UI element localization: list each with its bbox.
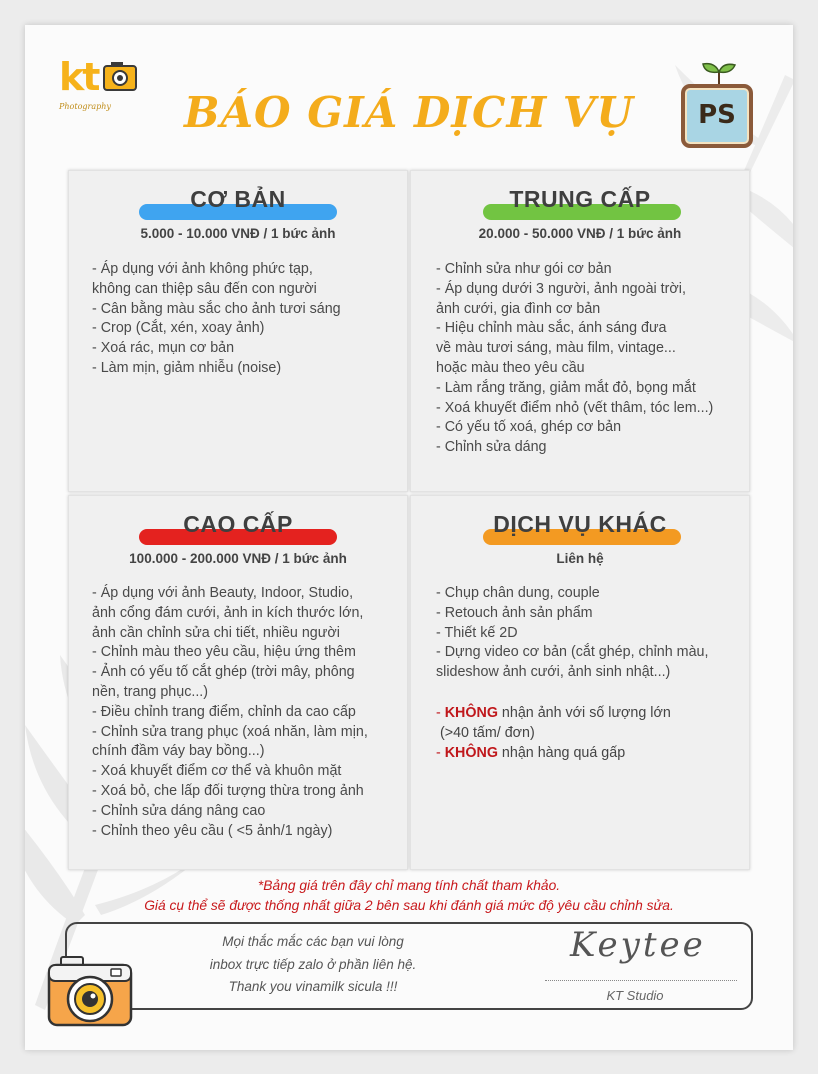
ps-text: PS: [698, 100, 736, 130]
list-item: về màu tươi sáng, màu film, vintage...: [436, 340, 676, 357]
list-item: - Xoá rác, mụn cơ bản: [92, 340, 235, 357]
list-item: - Chỉnh màu theo yêu cầu, hiệu ứng thêm: [92, 644, 356, 661]
list-item: - Cân bằng màu sắc cho ảnh tươi sáng: [92, 300, 341, 317]
list-item: - Áp dụng với ảnh không phức tạp,: [92, 261, 313, 277]
warning-dash: -: [436, 745, 445, 761]
package-other-name: DỊCH VỤ KHÁC: [493, 511, 667, 537]
list-item: - Xoá khuyết điểm cơ thể và khuôn mặt: [92, 763, 342, 780]
list-item: slideshow ảnh cưới, ảnh sinh nhật...): [436, 664, 671, 681]
list-item: ảnh cổng đám cưới, ảnh in kích thước lớn,: [92, 604, 364, 621]
package-intermediate-name: TRUNG CẤP: [509, 186, 651, 212]
ps-badge: [677, 60, 765, 160]
list-item: - Chỉnh sửa trang phục (xoá nhăn, làm mịn,: [92, 723, 368, 740]
warning-bulk: [436, 703, 671, 743]
list-item: - Chỉnh sửa dáng: [436, 439, 547, 456]
list-item: - Dựng video cơ bản (cắt ghép, chỉnh màu,: [436, 644, 709, 661]
package-intermediate-price: 20.000 - 50.000 VNĐ / 1 bức ảnh: [478, 226, 682, 241]
page-title: BÁO GIÁ DỊCH VỤ: [183, 88, 635, 137]
list-item: chính đầm váy bay bồng...): [92, 743, 265, 760]
warning-urgent: [436, 743, 625, 763]
warning-text: nhận hàng quá gấp: [497, 745, 626, 761]
list-item: - Hiệu chỉnh màu sắc, ánh sáng đưa: [436, 320, 667, 337]
list-item: - Chỉnh sửa dáng nâng cao: [92, 802, 266, 819]
list-item: - Áp dụng với ảnh Beauty, Indoor, Studio,: [92, 585, 354, 601]
disclaimer-line-1: *Bảng giá trên đây chỉ mang tính chất tham khảo.: [257, 878, 561, 893]
package-other-list: [436, 584, 708, 683]
list-item: - Làm rắng trăng, giảm mắt đỏ, bọng mắt: [436, 379, 696, 396]
warning-keyword: KHÔNG: [444, 745, 498, 761]
warning-dash: -: [436, 705, 445, 721]
list-item: - Áp dụng dưới 3 người, ảnh ngoài trời,: [436, 280, 686, 297]
list-item: - Làm mịn, giảm nhiễu (noise): [92, 359, 282, 376]
package-advanced-price: 100.000 - 200.000 VNĐ / 1 bức ảnh: [129, 551, 347, 566]
list-item: không can thiệp sâu đến con người: [92, 280, 317, 297]
package-basic-price: 5.000 - 10.000 VNĐ / 1 bức ảnh: [140, 226, 336, 241]
list-item: hoặc màu theo yêu cầu: [436, 359, 585, 376]
list-item: ảnh cưới, gia đình cơ bản: [436, 300, 601, 317]
signature-line: [545, 980, 737, 981]
list-item: - Chỉnh theo yêu cầu ( <5 ảnh/1 ngày): [92, 822, 333, 839]
list-item: - Xoá khuyết điểm nhỏ (vết thâm, tóc lem...): [436, 399, 714, 416]
package-advanced-name: CAO CẤP: [183, 511, 293, 537]
package-card-basic: [68, 170, 408, 492]
package-card-advanced: [68, 495, 408, 870]
studio-name: KT Studio: [606, 988, 664, 1003]
list-item: - Ảnh có yếu tố cắt ghép (trời mây, phông: [92, 664, 355, 681]
price-sheet: [25, 25, 793, 1050]
warning-keyword: KHÔNG: [444, 705, 498, 721]
package-advanced-list: [92, 584, 368, 841]
contact-line-1: Mọi thắc mắc các bạn vui lòng: [222, 934, 404, 949]
sprout-icon: [699, 60, 739, 84]
package-other-price: Liên hệ: [556, 551, 604, 566]
warning-text-cont: (>40 tấm/ đơn): [436, 725, 535, 741]
list-item: - Xoá bỏ, che lấp đối tượng thừa trong ảnh: [92, 782, 364, 799]
list-item: - Điều chỉnh trang điểm, chỉnh da cao cấp: [92, 703, 356, 720]
list-item: nền, trang phục...): [92, 683, 209, 700]
logo-subtitle: Photography: [59, 102, 111, 111]
contact-line-3: Thank you vinamilk sicula !!!: [228, 979, 398, 994]
warning-text: nhận ảnh với số lượng lớn: [497, 705, 671, 721]
list-item: - Chụp chân dung, couple: [436, 585, 600, 601]
package-intermediate-list: [436, 260, 713, 458]
list-item: - Crop (Cắt, xén, xoay ảnh): [92, 320, 265, 337]
list-item: ảnh cần chỉnh sửa chi tiết, nhiều người: [92, 624, 340, 641]
package-basic-name: CƠ BẢN: [190, 186, 286, 212]
package-basic-list: [92, 260, 341, 379]
logo-text: kt: [59, 55, 99, 99]
list-item: - Chỉnh sửa như gói cơ bản: [436, 261, 612, 277]
contact-line-2: inbox trực tiếp zalo ở phần liên hệ.: [209, 957, 417, 972]
list-item: - Retouch ảnh sản phẩm: [436, 604, 593, 621]
list-item: - Thiết kế 2D: [436, 624, 518, 641]
package-card-other: [410, 495, 750, 870]
list-item: - Có yếu tố xoá, ghép cơ bản: [436, 419, 622, 436]
signature: Keytee: [570, 925, 706, 965]
camera-icon: [47, 955, 133, 1029]
package-card-intermediate: [410, 170, 750, 492]
ps-frame: [681, 84, 753, 148]
disclaimer-line-2: Giá cụ thể sẽ được thống nhất giữa 2 bên sau khi đánh giá mức độ yêu cầu chỉnh sửa.: [144, 898, 674, 913]
